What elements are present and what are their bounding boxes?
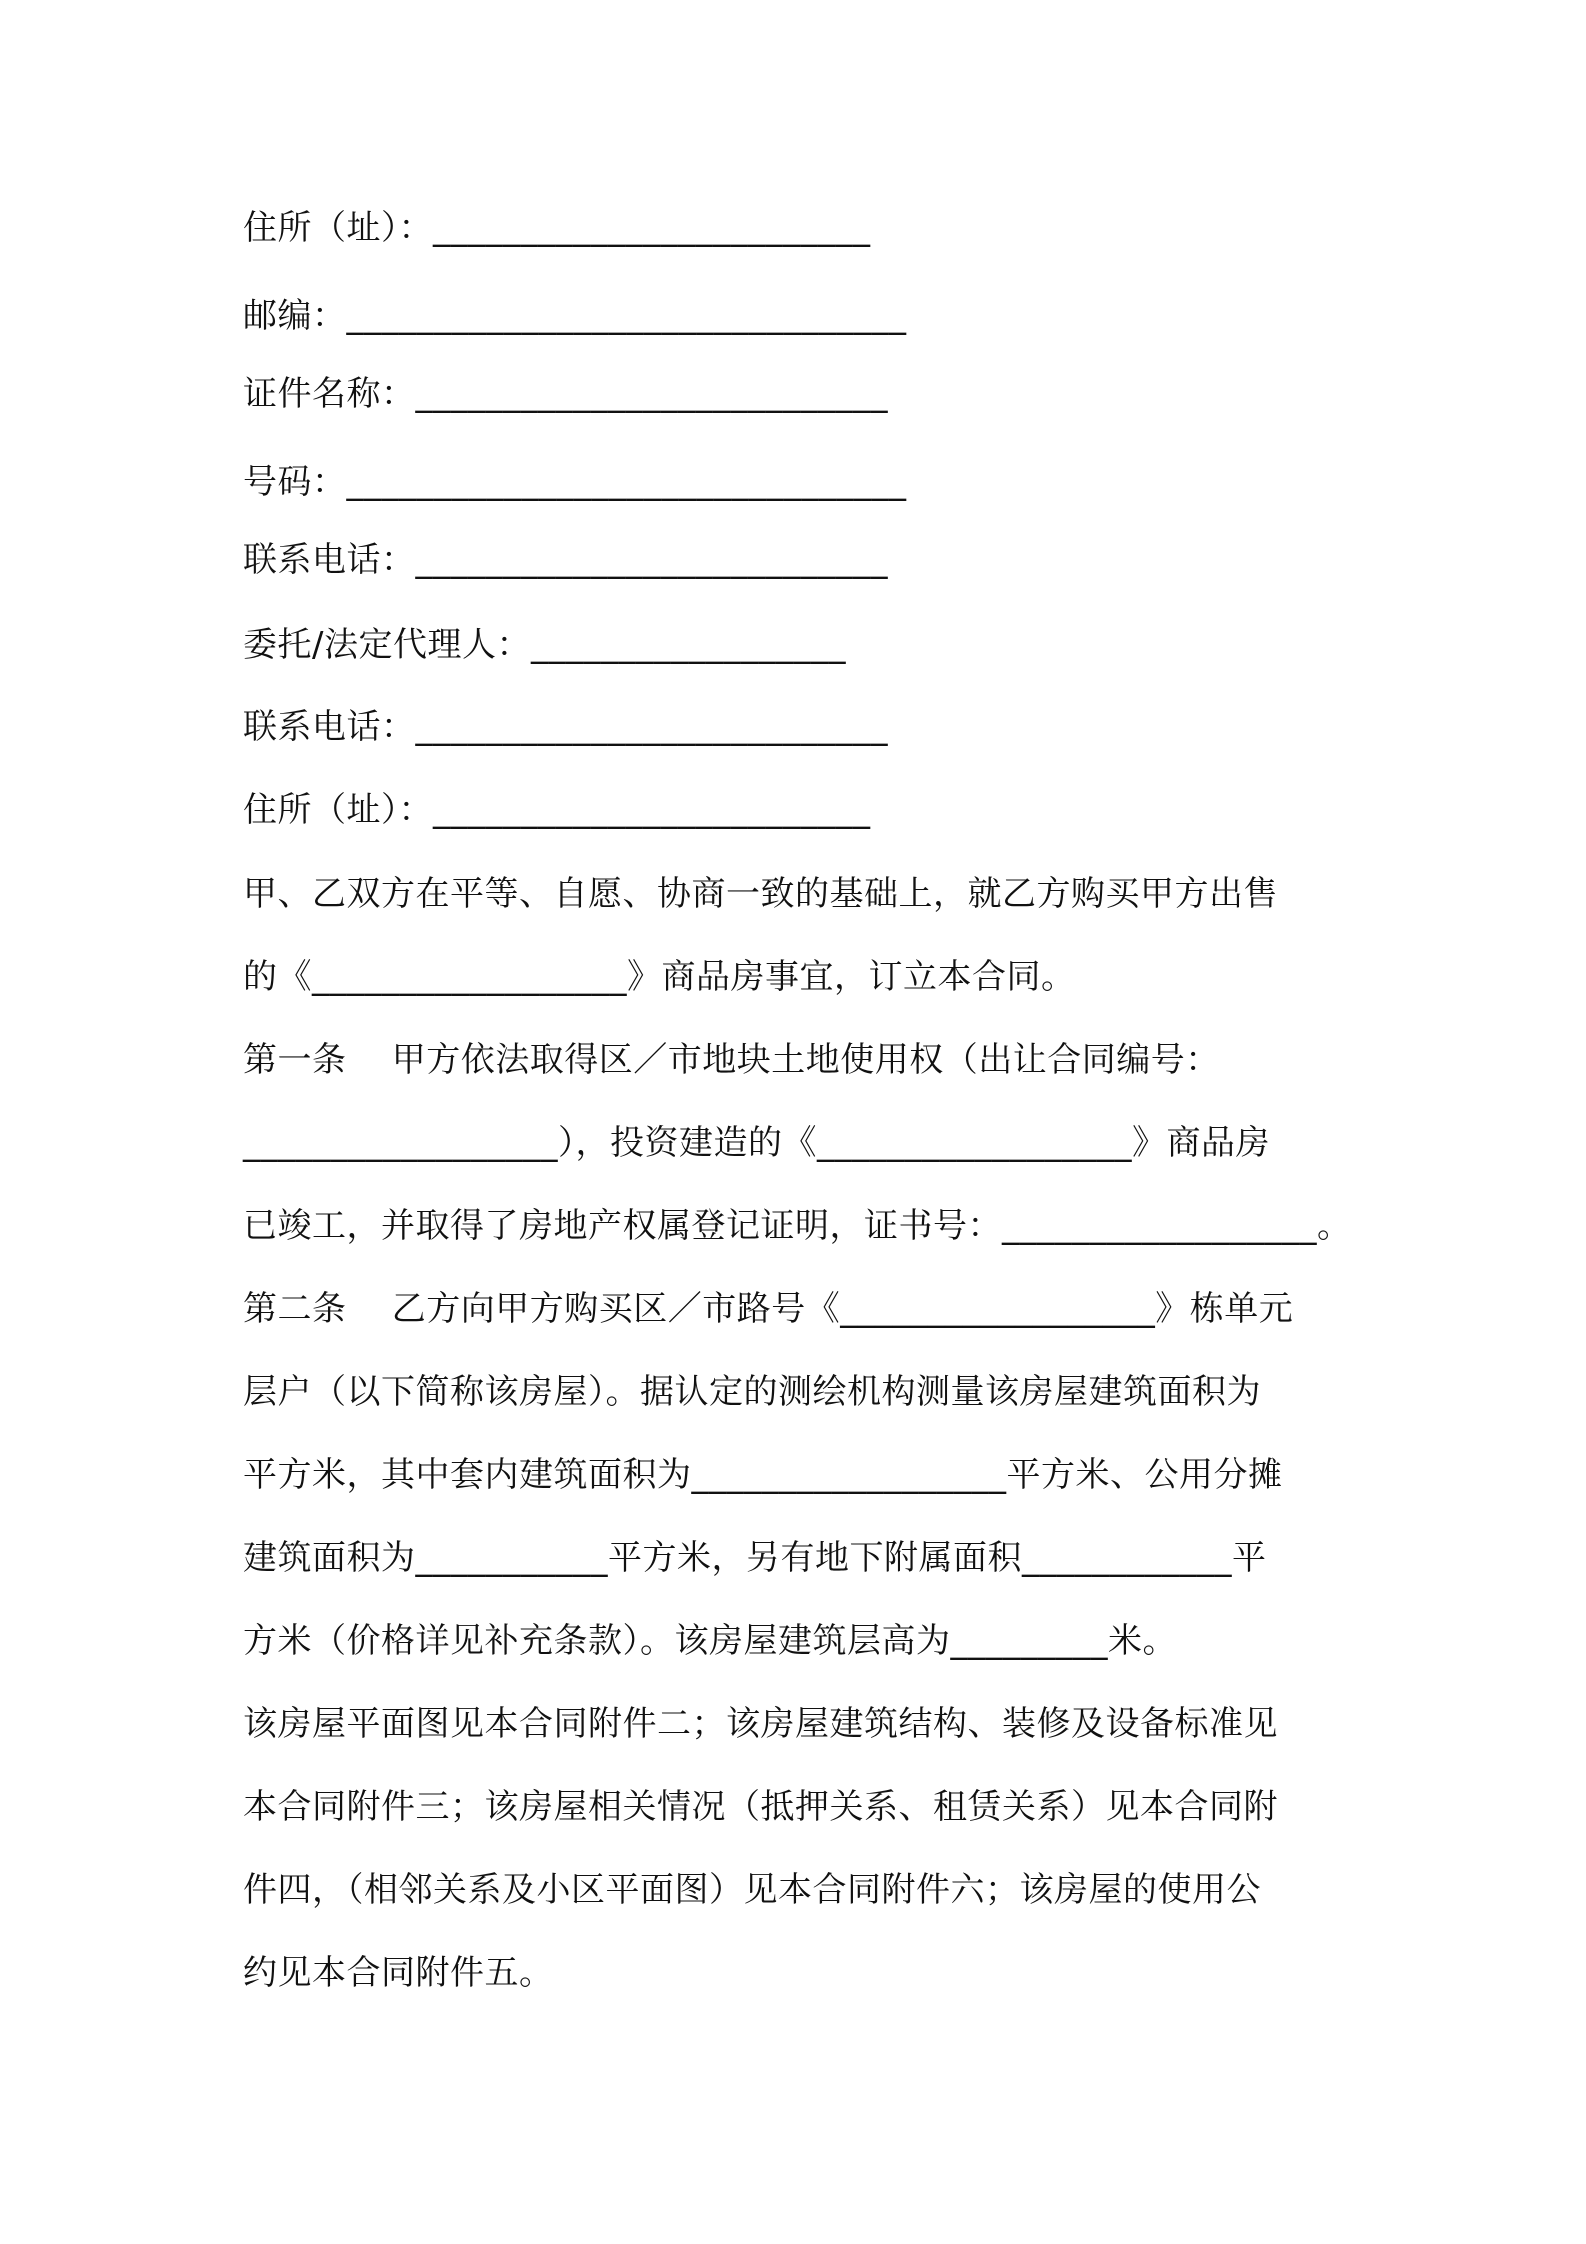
field-agent-address: 住所（址）：_________________________ [243, 790, 871, 830]
field-address: 住所（址）：_________________________ [243, 208, 871, 248]
field-postcode: 邮编：________________________________ [243, 296, 907, 336]
body-line: 约见本合同附件五。 [243, 1953, 554, 1993]
body-line: __________________），投资建造的《__________________》商品房 [243, 1123, 1270, 1163]
body-line: 建筑面积为___________平方米，另有地下附属面积____________平 [243, 1538, 1267, 1578]
body-line: 平方米，其中套内建筑面积为__________________平方米、公用分摊 [243, 1455, 1283, 1495]
article-1-heading-line: 第一条 甲方依法取得区／市地块土地使用权（出让合同编号： [243, 1040, 1220, 1080]
field-agent: 委托/法定代理人：__________________ [243, 625, 846, 665]
body-line: 层户（以下简称该房屋）。据认定的测绘机构测量该房屋建筑面积为 [243, 1372, 1261, 1412]
body-line: 件四，（相邻关系及小区平面图）见本合同附件六；该房屋的使用公 [243, 1870, 1261, 1910]
field-phone: 联系电话：___________________________ [243, 540, 888, 580]
body-line: 的《__________________》商品房事宜，订立本合同。 [243, 957, 1076, 997]
body-line: 甲、乙双方在平等、自愿、协商一致的基础上，就乙方购买甲方出售 [243, 874, 1278, 914]
body-line: 本合同附件三；该房屋相关情况（抵押关系、租赁关系）见本合同附 [243, 1787, 1278, 1827]
field-id-type: 证件名称：___________________________ [243, 374, 888, 414]
field-agent-phone: 联系电话：___________________________ [243, 707, 888, 747]
article-2-heading-line: 第二条 乙方向甲方购买区／市路号《__________________》栋单元 [243, 1289, 1294, 1329]
field-id-number: 号码：________________________________ [243, 462, 907, 502]
body-line: 已竣工，并取得了房地产权属登记证明，证书号：__________________。 [243, 1206, 1352, 1246]
body-line: 该房屋平面图见本合同附件二；该房屋建筑结构、装修及设备标准见 [243, 1704, 1278, 1744]
body-line: 方米（价格详见补充条款）。该房屋建筑层高为_________米。 [243, 1621, 1177, 1661]
